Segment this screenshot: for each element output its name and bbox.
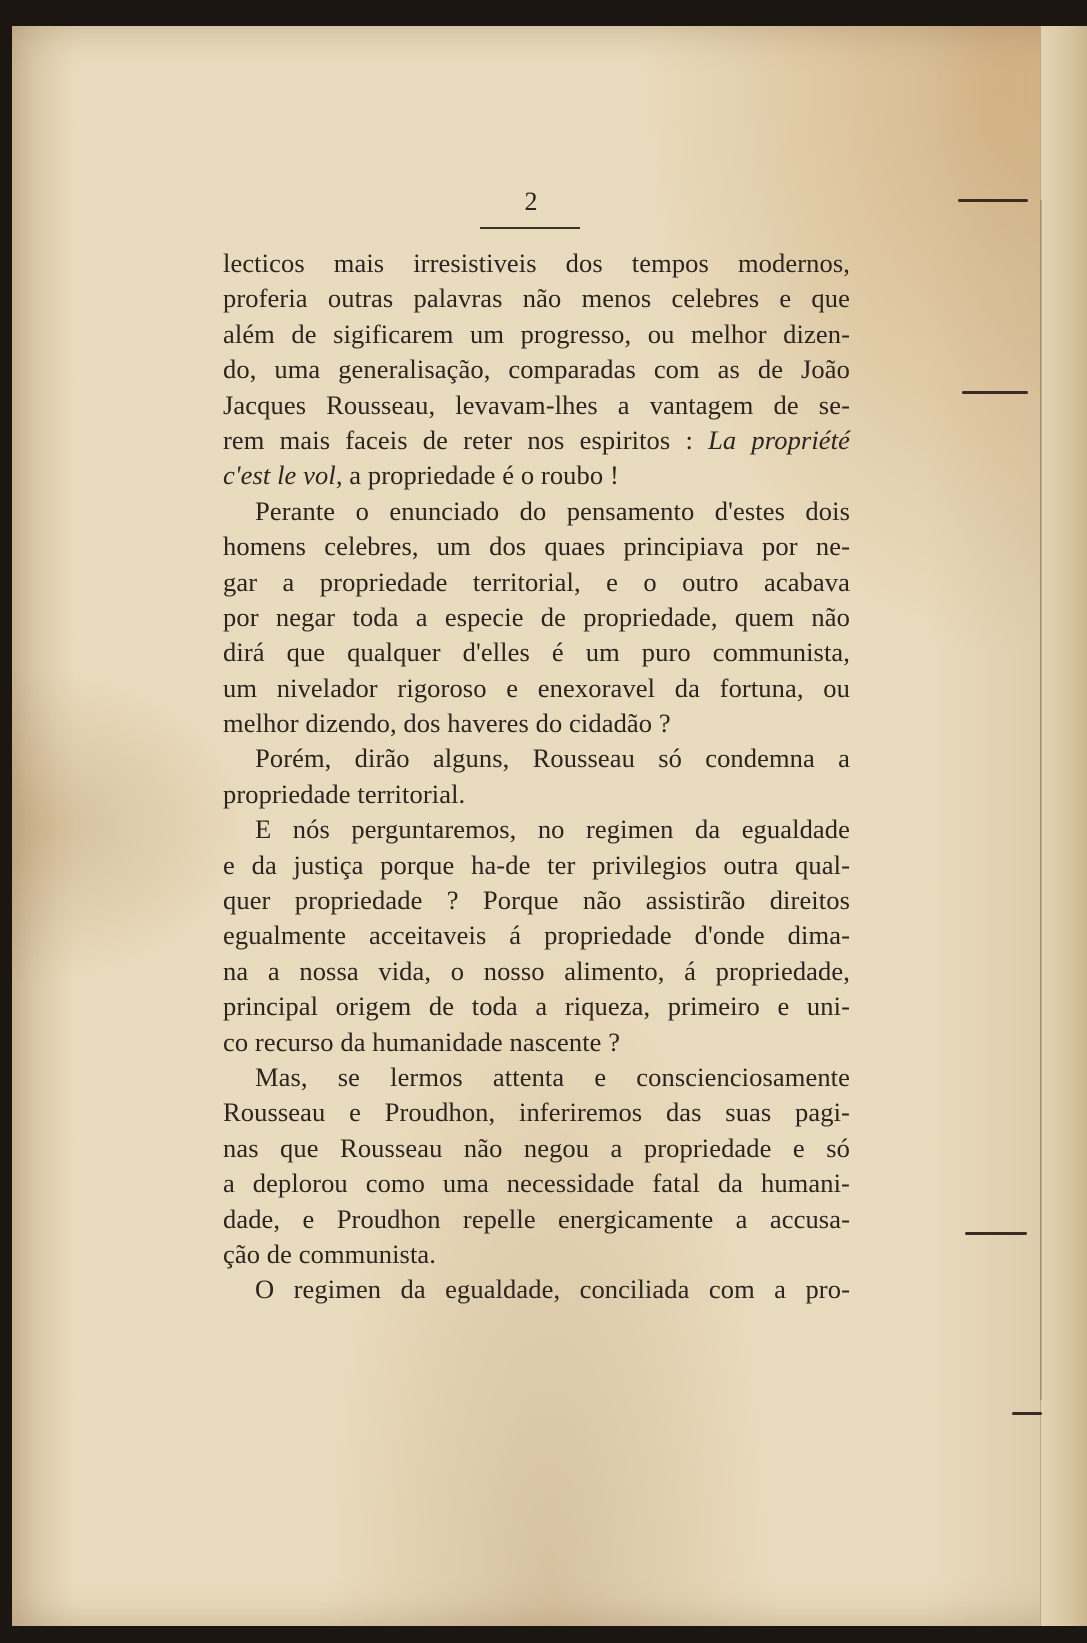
text-line (223, 777, 850, 812)
line-text: co recurso da humanidade nascente ? (223, 1026, 621, 1057)
text-line (223, 883, 850, 918)
line-text: Porém, dirão alguns, Rousseau só condemna a (255, 743, 850, 774)
text-line (223, 954, 850, 989)
line-text: dade, e Proudhon repelle energicamente a accusa- (223, 1203, 850, 1234)
fold-line (1040, 200, 1042, 1400)
text-line (223, 423, 850, 458)
line-text: Perante o enunciado do pensamento d'estes dois (255, 495, 850, 526)
line-text: melhor dizendo, dos haveres do cidadão ? (223, 708, 671, 739)
text-line (223, 281, 850, 316)
line-text: Rousseau e Proudhon, inferiremos das suas pagi- (223, 1097, 850, 1128)
line-text: principal origem de toda a riqueza, primeiro e uni- (223, 991, 850, 1022)
line-text: O regimen da egualdade, conciliada com a pro- (255, 1274, 850, 1305)
text-line (223, 848, 850, 883)
text-line (223, 1095, 850, 1130)
line-text: Mas, se lermos attenta e conscienciosamente (255, 1061, 850, 1092)
text-line (223, 1060, 850, 1095)
line-text: lecticos mais irresistiveis dos tempos modernos, (223, 248, 850, 278)
line-text: um nivelador rigoroso e enexoravel da fortuna, ou (223, 672, 850, 703)
text-line (223, 918, 850, 953)
text-line (223, 565, 850, 600)
text-line (223, 741, 850, 776)
line-text: homens celebres, um dos quaes principiava por ne- (223, 531, 850, 562)
body-text (223, 246, 850, 1308)
line-text: quer propriedade ? Porque não assistirão direitos (223, 885, 850, 916)
text-line (223, 1166, 850, 1201)
text-line (223, 812, 850, 847)
binding-stitch (962, 391, 1028, 394)
line-text: ção de communista. (223, 1238, 436, 1269)
text-line (223, 600, 850, 635)
line-text: nas que Rousseau não negou a propriedade e só (223, 1132, 850, 1163)
line-text: a propriedade é o roubo ! (342, 460, 619, 491)
line-text: E nós perguntaremos, no regimen da egualdade (255, 814, 850, 845)
line-text: e da justiça porque ha-de ter privilegios outra qual- (223, 849, 850, 880)
line-text: proferia outras palavras não menos celebres e que (223, 283, 850, 314)
line-text: além de sigificarem um progresso, ou melhor dizen- (223, 318, 850, 349)
binding-stitch (1012, 1412, 1042, 1415)
line-text: na a nossa vida, o nosso alimento, á propriedade, (223, 955, 850, 986)
text-line (223, 352, 850, 387)
line-text: dirá que qualquer d'elles é um puro communista, (223, 637, 850, 668)
line-text: rem mais faceis de reter nos espiritos : (223, 424, 709, 455)
binding-gutter (1040, 26, 1087, 1626)
italic-quote: c'est le vol, (223, 460, 343, 491)
line-text: do, uma generalisação, comparadas com as de João (223, 354, 850, 385)
text-line (223, 317, 850, 352)
text-line (223, 635, 850, 670)
italic-quote: La propriété (708, 424, 850, 455)
text-line (223, 706, 850, 741)
line-text: a deplorou como uma necessidade fatal da humani- (223, 1168, 850, 1199)
text-line (223, 1237, 850, 1272)
line-text: egualmente acceitaveis á propriedade d'onde dima- (223, 920, 850, 951)
binding-stitch (965, 1232, 1027, 1235)
text-line (223, 671, 850, 706)
line-text: propriedade territorial. (223, 778, 466, 809)
text-line (223, 388, 850, 423)
page-number: 2 (524, 187, 538, 216)
line-text: gar a propriedade territorial, e o outro acabava (223, 566, 850, 597)
text-line (223, 1202, 850, 1237)
line-text: Jacques Rousseau, levavam-lhes a vantagem de se- (223, 389, 850, 420)
text-line (223, 1272, 850, 1307)
text-line (223, 989, 850, 1024)
text-line (223, 246, 850, 281)
page-number-rule (480, 227, 580, 229)
text-line (223, 494, 850, 529)
text-line (223, 1131, 850, 1166)
line-text: por negar toda a especie de propriedade, quem não (223, 601, 850, 632)
text-line (223, 458, 850, 493)
text-line (223, 529, 850, 564)
text-line (223, 1025, 850, 1060)
